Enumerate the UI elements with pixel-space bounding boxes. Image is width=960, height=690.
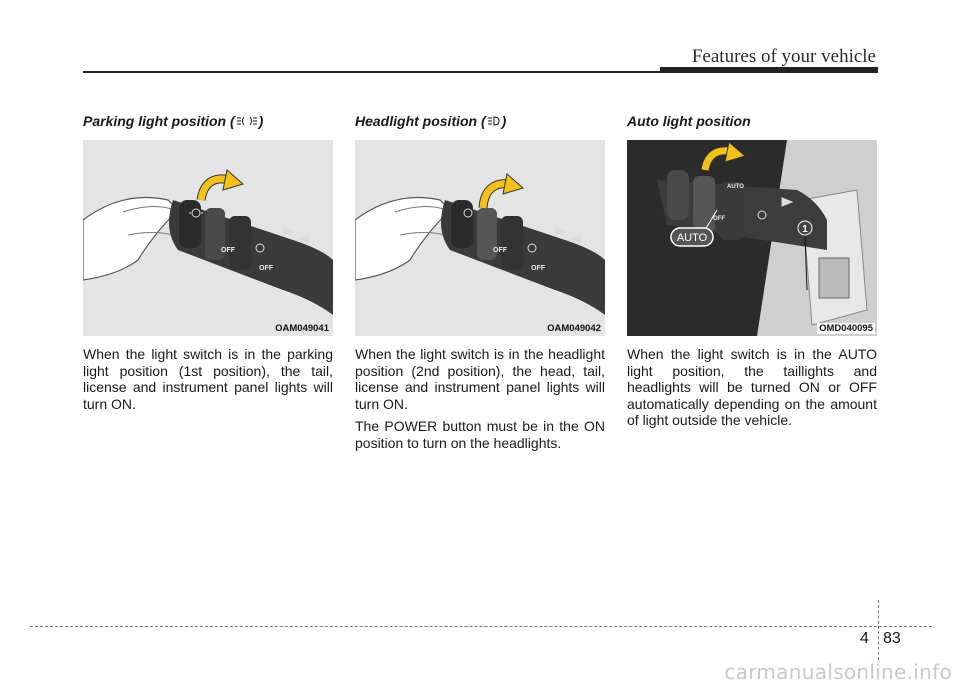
figure-headlight xyxy=(355,140,605,336)
paragraph: When the light switch is in the parking light position (1st position), the tail, license and instrument panel lights will turn ON. xyxy=(83,346,333,412)
parking-light-icon xyxy=(236,109,258,135)
figure-code: OAM049042 xyxy=(547,323,601,334)
section-heading xyxy=(627,108,877,134)
section-headlight xyxy=(355,108,605,457)
paragraph: When the light switch is in the AUTO light position, the taillights and headlights will be turned ON or OFF automatically depending on the amount of light outside the vehicle. xyxy=(627,346,877,428)
figure-parking-light xyxy=(83,140,333,336)
section-body xyxy=(627,346,877,429)
header-title: Features of your vehicle xyxy=(691,46,876,67)
chapter-number: 4 xyxy=(860,630,869,647)
paragraph: The POWER button must be in the ON position to turn on the headlights. xyxy=(355,418,605,451)
section-parking-light xyxy=(83,108,333,418)
heading-text-end: ) xyxy=(258,113,264,129)
section-heading xyxy=(83,108,333,134)
section-heading xyxy=(355,108,605,134)
heading-text: Auto light position xyxy=(627,113,751,129)
section-body xyxy=(355,346,605,451)
switch-label-off: OFF xyxy=(221,247,235,254)
switch-label-off-2: OFF xyxy=(259,265,273,272)
footer-rule xyxy=(30,626,932,627)
auto-label: AUTO xyxy=(676,232,708,244)
switch-label-auto: AUTO xyxy=(727,184,744,190)
figure-code: OAM049041 xyxy=(275,323,329,334)
switch-label-off-2: OFF xyxy=(531,265,545,272)
switch-label-off: OFF xyxy=(493,247,507,254)
page-number: 83 xyxy=(883,630,901,647)
figure-auto-light xyxy=(627,140,877,336)
headlight-icon xyxy=(487,109,501,135)
heading-text: Parking light position ( xyxy=(83,113,235,129)
page-separator xyxy=(878,600,879,660)
watermark: carmanualsonline.info xyxy=(724,660,952,684)
callout-1: 1 xyxy=(802,224,808,235)
section-auto-light xyxy=(627,108,877,435)
figure-code: OMD040095 xyxy=(819,323,873,334)
header-rule-thick xyxy=(660,67,878,73)
switch-label-off: OFF xyxy=(713,216,725,222)
section-body xyxy=(83,346,333,412)
heading-text: Headlight position ( xyxy=(355,113,486,129)
paragraph: When the light switch is in the headlight position (2nd position), the head, tail, license and instrument panel lights will turn ON. xyxy=(355,346,605,412)
heading-text-end: ) xyxy=(501,113,507,129)
